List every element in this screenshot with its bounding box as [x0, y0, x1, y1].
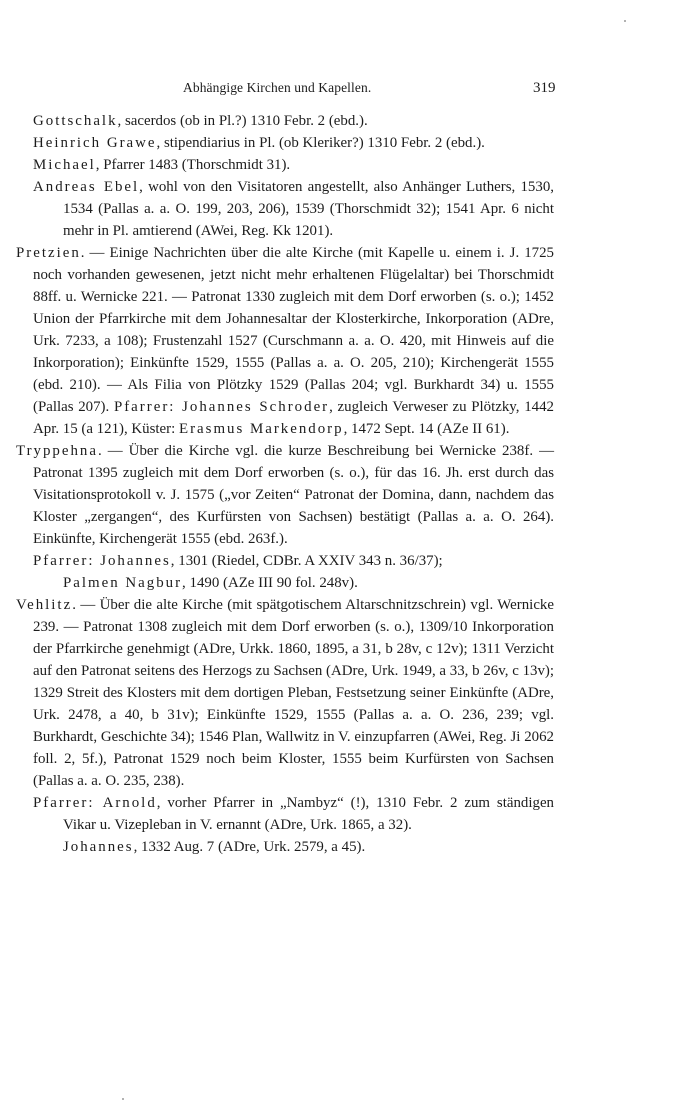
entry-text: . — Einige Nachrichten über die alte Kirche (mit Kapelle u. einem i. J. 1725 noch vorhanden gewesenen, jetzt nicht mehr erhaltenen Flügelaltar) bei Thorschmidt 88ff. u. Wernicke 221. — Patronat 1330 zugleich mit dem Dorf erworben (s. o.); 1452 Union der Pfarrkirche mit dem Johannesaltar der Klosterkirche, Inkorporation (ADre, Urk. 7233, a 108); Frustenzahl 1527 (Curschmann a. a. O. 420, mit Hinweis auf die Inkorporation); Einkünfte 1529, 1555 (Pallas a. a. O. 205, 210); Kirchengerät 1555 (ebd. 210). — Als Filia von Plötzky 1529 (Pallas 204; vgl. Burkhardt 34) u. 1555 (Pallas 207).	[33, 245, 554, 415]
entry-vehlitz-arnold	[33, 792, 554, 836]
entry-pretzien	[16, 242, 554, 440]
scan-speck	[122, 1098, 124, 1100]
pfarrer-label: Pfarrer: Arnold	[33, 795, 157, 811]
person-name: Andreas Ebel	[33, 179, 140, 195]
entry-andreas-ebel	[33, 176, 554, 242]
person-name: Heinrich Grawe	[33, 135, 157, 151]
entry-text: . — Über die Kirche vgl. die kurze Beschreibung bei Wernicke 238f. — Patronat 1395 zugleich mit dem Dorf erworben (s. o.), für das 16. Jh. erst durch das Visitationsprotokoll v. J. 1575 („vor Zeiten“ Patronat der Domina, dann, nachdem das Kloster „zergangen“, des Kurfürsten von Sachsen) bestätigt (Pallas a. a. O. 264). Einkünfte, Kirchengerät 1555 (ebd. 263f.).	[33, 443, 554, 547]
entry-vehlitz-johannes	[63, 836, 554, 858]
running-head-title: Abhängige Kirchen und Kapellen.	[183, 80, 372, 95]
entry-text-2: , zugleich Verweser zu Plötzky, 1442 Apr. 15 (a 121), Küster:	[33, 399, 554, 437]
place-name: Tryppehna	[16, 443, 98, 459]
place-name: Vehlitz	[16, 597, 73, 613]
entry-text: , stipendiarius in Pl. (ob Kleriker?) 1310 Febr. 2 (ebd.).	[156, 135, 485, 151]
entry-text: , 1301 (Riedel, CDBr. A XXIV 343 n. 36/37);	[170, 553, 443, 569]
entry-tryppehna-pfarrer	[33, 550, 554, 572]
entry-heinrich-grawe	[33, 132, 554, 154]
place-name: Pretzien	[16, 245, 81, 261]
entry-text: . — Über die alte Kirche (mit spätgotischem Altarschnitzschrein) vgl. Wernicke 239. — Patronat 1308 zugleich mit dem Dorf erworben (s. o.), 1309/10 Inkorporation der Pfarrkirche genehmigt (ADre, Urkk. 1860, 1895, a 31, b 28v, c 12v); 1311 Verzicht auf den Patronat seitens des Herzogs zu Sachsen (ADre, Urk. 1949, a 33, b 26v, c 13v); 1329 Streit des Klosters mit dem dortigen Pleban, Festsetzung seiner Einkünfte (ADre, Urk. 2478, a 40, b 31v); Einkünfte 1529, 1555 (Pallas a. a. O. 236, 239; vgl. Burkhardt, Geschichte 34); 1546 Plan, Wallwitz in V. einzupfarren (AWei, Reg. Ji 2062 foll. 2, 5f.), Patronat 1529 noch beim Kloster, 1555 beim Kurfürsten von Sachsen (Pallas a. a. O. 235, 238).	[33, 597, 554, 789]
page-number: 319	[533, 80, 556, 96]
person-name: Palmen Nagbur	[63, 575, 183, 591]
entry-michael	[33, 154, 554, 176]
kuester-name: Erasmus Markendorp	[178, 421, 344, 437]
entry-text: , 1332 Aug. 7 (ADre, Urk. 2579, a 45).	[133, 839, 366, 855]
person-name: Johannes	[63, 839, 134, 855]
entry-vehlitz	[16, 594, 554, 792]
pfarrer-label: Pfarrer: Johannes Schroder	[113, 399, 330, 415]
pfarrer-label: Pfarrer: Johannes	[33, 553, 171, 569]
person-name: Gottschalk	[33, 113, 118, 129]
entry-text: , sacerdos (ob in Pl.?) 1310 Febr. 2 (ebd.).	[117, 113, 368, 129]
scan-speck	[624, 20, 626, 22]
entry-text: , vorher Pfarrer in „Nambyz“ (!), 1310 Febr. 2 zum ständigen Vikar u. Vizepleban in V. ernannt (ADre, Urk. 1865, a 32).	[63, 795, 555, 833]
entry-gottschalk	[33, 110, 554, 132]
entry-palmen-nagbur	[63, 572, 554, 594]
entry-tryppehna	[16, 440, 554, 550]
entry-text: , wohl von den Visitatoren angestellt, also Anhänger Luthers, 1530, 1534 (Pallas a. a. O. 199, 203, 206), 1539 (Thorschmidt 32); 1541 Apr. 6 nicht mehr in Pl. amtierend (AWei, Reg. Kk 1201).	[63, 179, 554, 239]
person-name: Michael	[33, 157, 96, 173]
entry-text: , 1490 (AZe III 90 fol. 248v).	[182, 575, 358, 591]
entry-text-3: , 1472 Sept. 14 (AZe II 61).	[343, 421, 510, 437]
page-body	[16, 110, 554, 858]
entry-text: , Pfarrer 1483 (Thorschmidt 31).	[95, 157, 291, 173]
